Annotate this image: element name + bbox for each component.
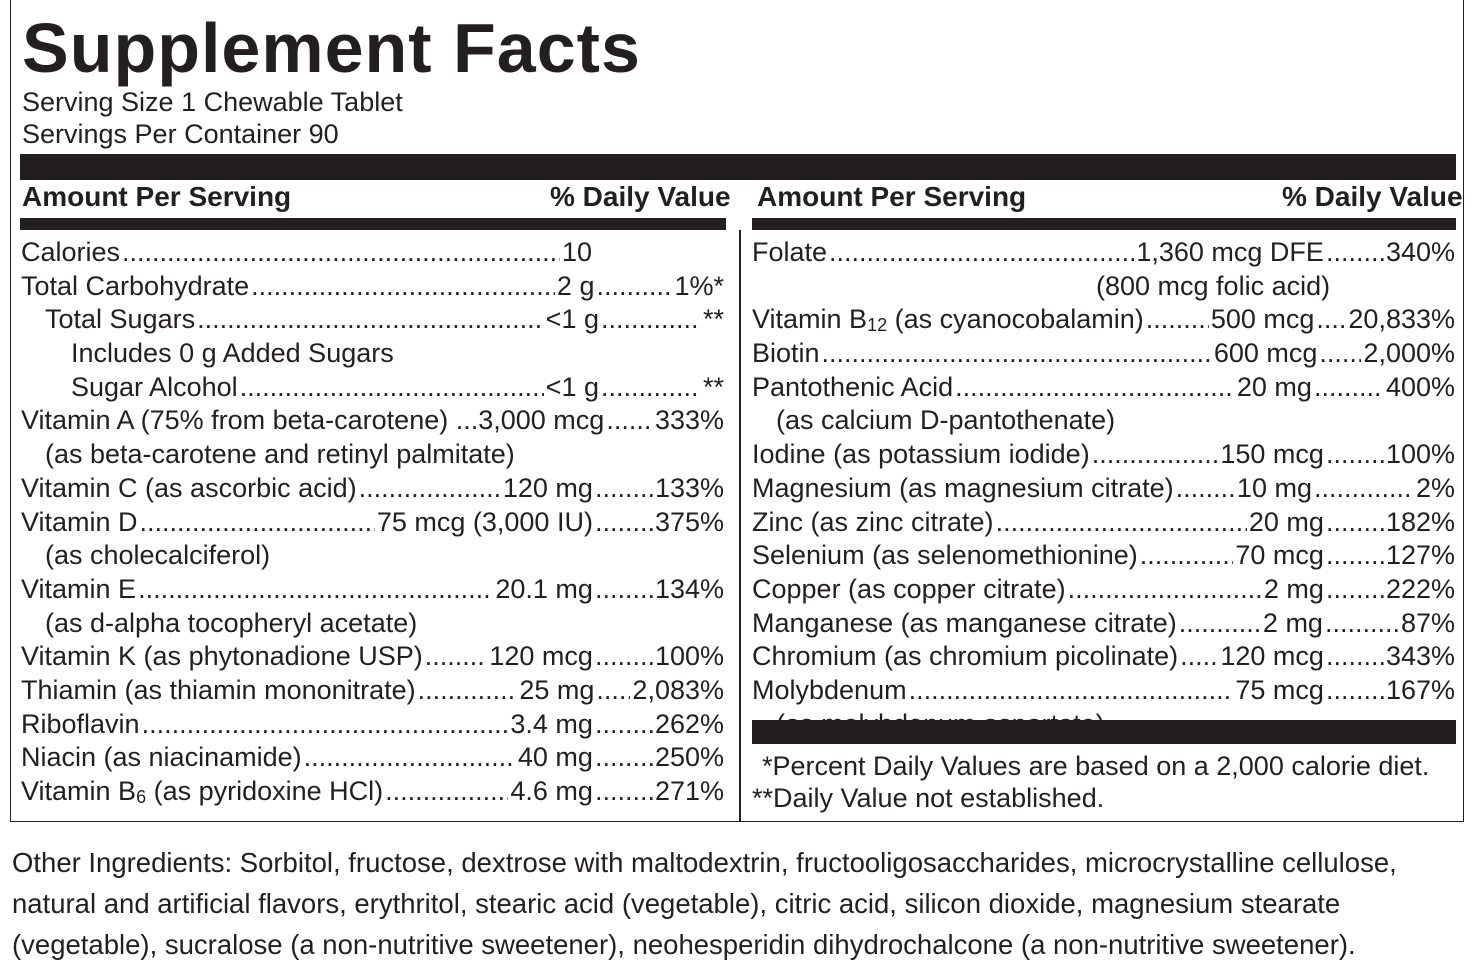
panel-title: Supplement Facts: [22, 9, 641, 87]
nutrient-row-pantothenic-source: (as calcium D-pantothenate): [776, 405, 1116, 436]
nutrient-row-riboflavin: Riboflavin ..... 3.4 mg ..... 262%: [21, 708, 724, 742]
nutrient-row-vitamin-c: Vitamin C (as ascorbic acid) ..... 120 mg ..... 133%: [21, 472, 724, 506]
nutrient-row-calories: Calories ..... 10: [21, 236, 724, 270]
nutrient-row-vitamin-d-source: (as cholecalciferol): [45, 540, 271, 571]
nutrient-row-added-sugars: Includes 0 g Added Sugars: [71, 338, 394, 369]
nutrient-row-iodine: Iodine (as potassium iodide) ..... 150 mcg ..... 100%: [752, 438, 1455, 472]
nutrient-row-pantothenic-acid: Pantothenic Acid ..... 20 mg ..... 400%: [752, 371, 1455, 405]
nutrient-row-molybdenum: Molybdenum ..... 75 mcg ..... 167%: [752, 674, 1455, 708]
other-ingredients: Other Ingredients: Sorbitol, fructose, dextrose with maltodextrin, fructooligosaccharides, microcrystalline cellulose, natural and artificial flavors, erythritol, stearic acid (vegetable), citric acid, silicon dioxide, magnesium stearate (vegetable), sucralose (a non-nutritive sweetener), neohesperidin dihydrochalcone (a non-nutritive sweetener).: [12, 847, 1397, 960]
nutrient-row-carbohydrate: Total Carbohydrate ..... 2 g ..... 1%*: [21, 270, 724, 304]
nutrient-row-vitamin-a-source: (as beta-carotene and retinyl palmitate): [45, 439, 515, 470]
nutrient-row-vitamin-a: Vitamin A (75% from beta-carotene) ... 3,000 mcg ..... 333%: [21, 404, 724, 438]
left-nutrient-column: [21, 236, 724, 809]
nutrient-row-vitamin-k: Vitamin K (as phytonadione USP) ..... 120 mcg ..... 100%: [21, 640, 724, 674]
nutrient-row-sugar-alcohol: Sugar Alcohol ..... <1 g ..... **: [21, 371, 724, 405]
nutrient-row-total-sugars: Total Sugars ..... <1 g ..... **: [21, 303, 724, 337]
nutrient-row-folate: Folate ..... 1,360 mcg DFE ..... 340%: [752, 236, 1455, 270]
nutrient-row-niacin: Niacin (as niacinamide) ..... 40 mg ..... 250%: [21, 741, 724, 775]
right-amount-header: Amount Per Serving: [757, 181, 1027, 212]
nutrient-row-vitamin-e-source: (as d-alpha tocopheryl acetate): [45, 607, 418, 638]
nutrient-row-magnesium: Magnesium (as magnesium citrate) ..... 10 mg ..... 2%: [752, 472, 1455, 506]
nutrient-row-folate-source: (800 mcg folic acid): [1096, 270, 1331, 301]
nutrient-row-manganese: Manganese (as manganese citrate) ..... 2 mg ..... 87%: [752, 607, 1455, 641]
nutrient-row-vitamin-e: Vitamin E ..... 20.1 mg ..... 134%: [21, 573, 724, 607]
right-dv-header: % Daily Value: [1282, 181, 1463, 212]
nutrient-row-vitamin-b6: Vitamin $B_6$ (as pyridoxine HCl) ..... 4.6 mg ..... 271%: [21, 775, 724, 809]
right-nutrient-column: [752, 236, 1455, 741]
footnote-percent-dv: *Percent Daily Values are based on a 2,000 calorie diet.: [762, 751, 1430, 781]
serving-size: Serving Size 1 Chewable Tablet: [22, 87, 403, 117]
nutrient-row-vitamin-b12: Vitamin $B_{12}$ (as cyanocobalamin) ..... 500 mcg ..... 20,833%: [752, 303, 1455, 337]
nutrient-row-selenium: Selenium (as selenomethionine) ..... 70 mcg ..... 127%: [752, 539, 1455, 573]
nutrient-row-thiamin: Thiamin (as thiamin mononitrate) ..... 25 mg ..... 2,083%: [21, 674, 724, 708]
left-header-bar: [20, 218, 726, 230]
footnote-dv-not-established: **Daily Value not established.: [752, 783, 1105, 813]
nutrient-row-biotin: Biotin ..... 600 mcg ..... 2,000%: [752, 337, 1455, 371]
column-divider: [739, 230, 741, 822]
footnote-thick-bar: [752, 720, 1456, 744]
nutrient-row-copper: Copper (as copper citrate) ..... 2 mg ..... 222%: [752, 573, 1455, 607]
nutrient-row-chromium: Chromium (as chromium picolinate) ..... 120 mcg ..... 343%: [752, 640, 1455, 674]
nutrient-row-vitamin-d: Vitamin D ..... 75 mcg (3,000 IU) ..... 375%: [21, 506, 724, 540]
left-amount-header: Amount Per Serving: [22, 181, 292, 212]
header-thick-bar: [20, 154, 1456, 180]
left-dv-header: % Daily Value: [550, 181, 731, 212]
right-header-bar: [752, 218, 1456, 230]
nutrient-row-zinc: Zinc (as zinc citrate) ..... 20 mg ..... 182%: [752, 506, 1455, 540]
servings-per-container: Servings Per Container 90: [22, 119, 339, 149]
